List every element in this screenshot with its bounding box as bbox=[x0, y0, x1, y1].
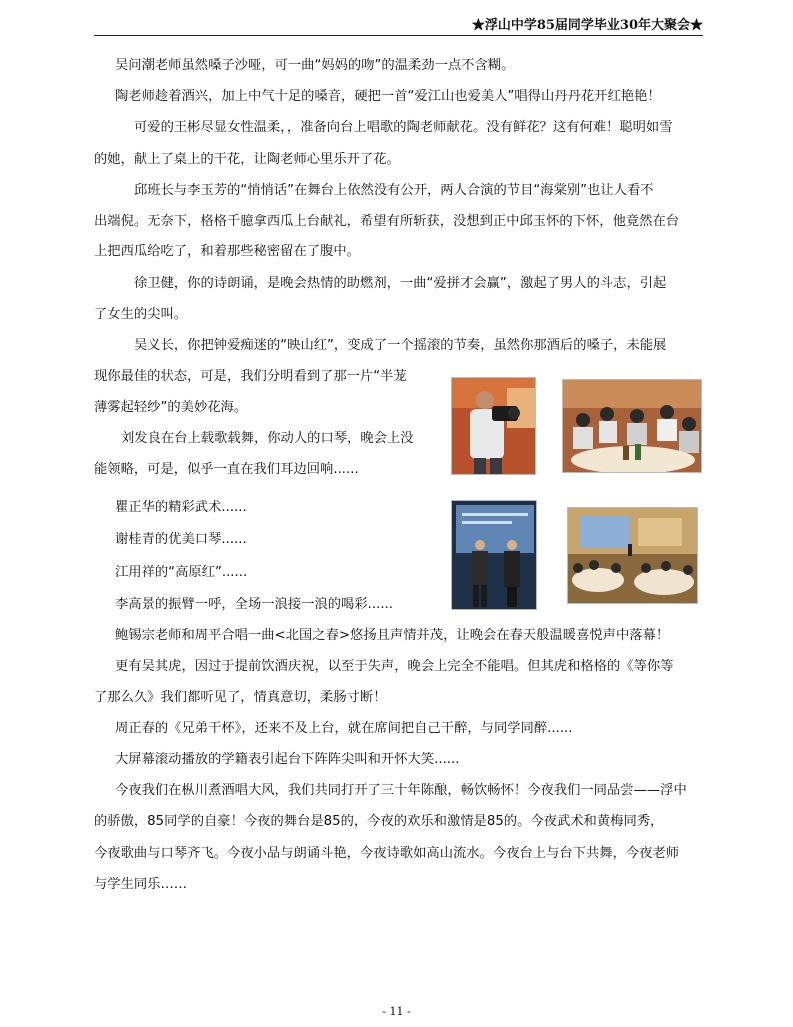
paragraph-line: 能领略，可是，似乎一直在我们耳边回响...... bbox=[94, 462, 359, 477]
paragraph-line: 了女生的尖叫。 bbox=[94, 307, 188, 322]
paragraph-line: 今夜我们在枞川煮酒唱大风，我们共同打开了三十年陈酿，畅饮畅怀！今夜我们一同品尝——浮中 bbox=[115, 783, 687, 798]
paragraph-line: 大屏幕滚动播放的学籍表引起台下阵阵尖叫和开怀大笑...... bbox=[115, 752, 460, 767]
paragraph-line: 瞿正华的精彩武术...... bbox=[115, 500, 247, 515]
paragraph-line: 今夜歌曲与口琴齐飞。今夜小品与朗诵斗艳，今夜诗歌如高山流水。今夜台上与台下共舞，今夜老师 bbox=[94, 846, 680, 861]
paragraph-line: 谢桂青的优美口琴...... bbox=[115, 532, 247, 547]
paragraph-line: 的她，献上了桌上的干花，让陶老师心里乐开了花。 bbox=[94, 152, 400, 167]
paragraph-line: 徐卫健，你的诗朗诵，是晚会热情的助燃剂，一曲“爱拼才会赢”，激起了男人的斗志，引起 bbox=[134, 276, 667, 291]
paragraph-line: 李高景的振臂一呼，全场一浪接一浪的喝彩...... bbox=[115, 597, 394, 612]
paragraph-line: 周正春的《兄弟干杯》，还来不及上台，就在席间把自己干醉，与同学同醉...... bbox=[115, 721, 573, 736]
paragraph-line: 了那么久》我们都听见了，情真意切，柔肠寸断！ bbox=[94, 690, 387, 705]
header-title: ★浮山中学85届同学毕业30年大聚会★ bbox=[471, 18, 703, 33]
photo-stage-duet bbox=[451, 500, 537, 610]
paragraph-line: 刘发良在台上载歌载舞，你动人的口琴，晚会上没 bbox=[121, 431, 414, 446]
paragraph-line: 鲍锡宗老师和周平合唱一曲<北国之春>悠扬且声情并茂，让晚会在春天般温暖喜悦声中落幕！ bbox=[115, 628, 670, 643]
photo-banquet-table bbox=[562, 379, 702, 473]
paragraph-line: 薄雾起轻纱”的美妙花海。 bbox=[94, 400, 248, 415]
paragraph-line: 上把西瓜给吃了，和着那些秘密留在了腹中。 bbox=[94, 244, 360, 259]
paragraph-line: 更有吴其虎，因过于提前饮酒庆祝，以至于失声，晚会上完全不能唱。但其虎和格格的《等你等 bbox=[115, 659, 674, 674]
paragraph-line: 邱班长与李玉芳的“悄悄话”在舞台上依然没有公开，两人合演的节目“海棠别”也让人看不 bbox=[134, 183, 654, 198]
paragraph-line: 可爱的王彬尽显女性温柔，，准备向台上唱歌的陶老师献花。没有鲜花？这有何难！聪明如雪 bbox=[134, 120, 673, 135]
paragraph-line: 陶老师趁着酒兴，加上中气十足的嗓音，硬把一首“爱江山也爱美人”唱得山丹丹花开红艳艳！ bbox=[115, 89, 661, 104]
paragraph-line: 与学生同乐…… bbox=[94, 877, 188, 892]
paragraph-line: 出端倪。无奈下，格格千臆拿西瓜上台献礼，希望有所斩获，没想到正中邱玉怀的下怀，他竟然在台 bbox=[94, 214, 680, 229]
photo-banquet-hall bbox=[567, 507, 698, 604]
header-rule bbox=[94, 35, 703, 36]
page-header bbox=[94, 14, 703, 38]
photo-photographer bbox=[451, 377, 536, 475]
paragraph-line: 现你最佳的状态，可是，我们分明看到了那一片“半茏 bbox=[94, 369, 407, 384]
paragraph-line: 吴问潮老师虽然嗓子沙哑，可一曲“妈妈的吻”的温柔劲一点不含糊。 bbox=[115, 58, 515, 73]
page-number: - 11 - bbox=[382, 1005, 411, 1018]
paragraph-line: 吴义长，你把钟爱痴迷的“映山红”，变成了一个摇滚的节奏，虽然你那酒后的嗓子，未能展 bbox=[134, 338, 667, 353]
paragraph-line: 的骄傲，85同学的自豪！今夜的舞台是85的，今夜的欢乐和激情是85的。今夜武术和黄梅同秀， bbox=[94, 814, 664, 829]
paragraph-line: 江用祥的“高原红”...... bbox=[115, 565, 248, 580]
